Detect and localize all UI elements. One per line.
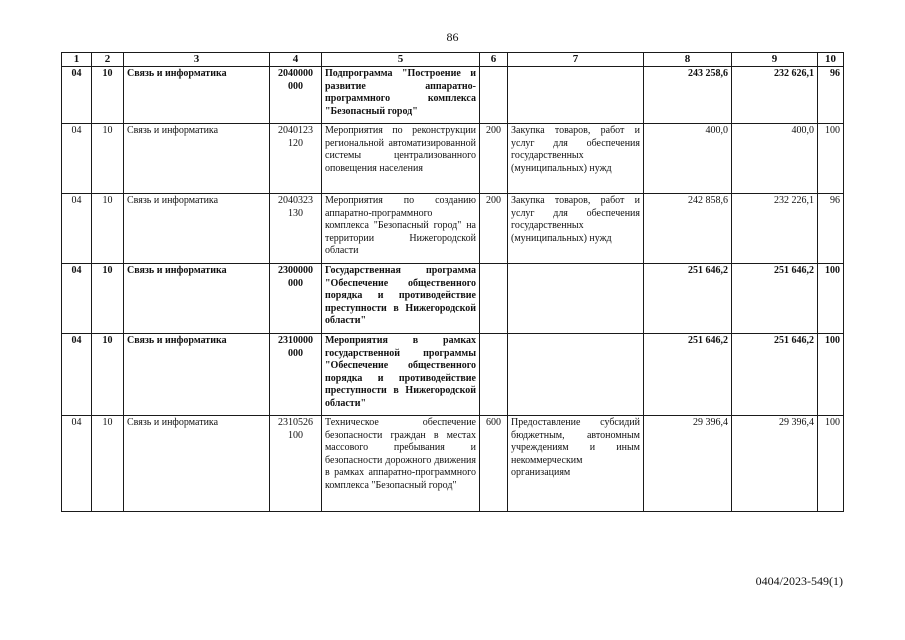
expense-type-name-cell: Закупка товаров, работ и услуг для обеспечения государственных (муниципальных) нужд	[508, 194, 644, 264]
target-code-cell: 2040323 130	[270, 194, 322, 264]
subsection-cell: 10	[92, 194, 124, 264]
percent-cell: 100	[818, 334, 844, 416]
actual-amount-cell: 251 646,2	[732, 264, 818, 334]
expense-type-code-cell	[480, 67, 508, 124]
description-cell: Мероприятия в рамках государственной программы "Обеспечение общественного порядка и противодействие преступности в Нижегородской области"	[322, 334, 480, 416]
subsection-cell: 10	[92, 416, 124, 512]
table-row	[62, 416, 844, 512]
section-cell: 04	[62, 334, 92, 416]
expense-type-name-cell: Предоставление субсидий бюджетным, автономным учреждениям и иным некоммерческим организациям	[508, 416, 644, 512]
percent-cell: 100	[818, 264, 844, 334]
page-number: 86	[446, 30, 459, 44]
planned-amount-cell: 251 646,2	[644, 334, 732, 416]
table-row	[62, 194, 844, 264]
description-cell: Техническое обеспечение безопасности граждан в местах массового пребывания и безопасности дорожного движения в рамках аппаратно-программного комплекса "Безопасный город"	[322, 416, 480, 512]
col-header: 5	[322, 53, 480, 67]
actual-amount-cell: 251 646,2	[732, 334, 818, 416]
target-code-cell: 2040000 000	[270, 67, 322, 124]
expense-type-name-cell	[508, 264, 644, 334]
planned-amount-cell: 29 396,4	[644, 416, 732, 512]
actual-amount-cell: 400,0	[732, 124, 818, 194]
section-cell: 04	[62, 124, 92, 194]
target-code-cell: 2310000 000	[270, 334, 322, 416]
description-cell: Мероприятия по реконструкции региональной автоматизированной системы централизованного оповещения населения	[322, 124, 480, 194]
expense-type-code-cell: 600	[480, 416, 508, 512]
document-reference: 0404/2023-549(1)	[755, 574, 843, 588]
section-name-cell: Связь и информатика	[124, 194, 270, 264]
description-cell: Мероприятия по созданию аппаратно-программного комплекса "Безопасный город" на территории Нижегородской области	[322, 194, 480, 264]
percent-cell: 100	[818, 416, 844, 512]
table-row	[62, 264, 844, 334]
actual-amount-cell: 232 226,1	[732, 194, 818, 264]
subsection-cell: 10	[92, 334, 124, 416]
planned-amount-cell: 242 858,6	[644, 194, 732, 264]
planned-amount-cell: 400,0	[644, 124, 732, 194]
percent-cell: 96	[818, 194, 844, 264]
table-row	[62, 124, 844, 194]
subsection-cell: 10	[92, 264, 124, 334]
section-name-cell: Связь и информатика	[124, 264, 270, 334]
table-row	[62, 67, 844, 124]
target-code-cell: 2310526 100	[270, 416, 322, 512]
section-name-cell: Связь и информатика	[124, 124, 270, 194]
col-header: 3	[124, 53, 270, 67]
col-header: 4	[270, 53, 322, 67]
section-name-cell: Связь и информатика	[124, 334, 270, 416]
col-header: 2	[92, 53, 124, 67]
section-cell: 04	[62, 416, 92, 512]
col-header: 8	[644, 53, 732, 67]
description-cell: Государственная программа "Обеспечение общественного порядка и противодействие преступности в Нижегородской области"	[322, 264, 480, 334]
actual-amount-cell: 232 626,1	[732, 67, 818, 124]
table-row	[62, 334, 844, 416]
section-cell: 04	[62, 264, 92, 334]
col-header: 1	[62, 53, 92, 67]
planned-amount-cell: 251 646,2	[644, 264, 732, 334]
target-code-cell: 2300000 000	[270, 264, 322, 334]
col-header: 6	[480, 53, 508, 67]
expense-type-name-cell	[508, 334, 644, 416]
section-name-cell: Связь и информатика	[124, 67, 270, 124]
budget-table	[61, 52, 844, 512]
col-header: 9	[732, 53, 818, 67]
actual-amount-cell: 29 396,4	[732, 416, 818, 512]
expense-type-code-cell	[480, 264, 508, 334]
col-header: 10	[818, 53, 844, 67]
percent-cell: 100	[818, 124, 844, 194]
header-row	[62, 53, 844, 67]
section-name-cell: Связь и информатика	[124, 416, 270, 512]
planned-amount-cell: 243 258,6	[644, 67, 732, 124]
percent-cell: 96	[818, 67, 844, 124]
description-cell: Подпрограмма "Построение и развитие аппаратно-программного комплекса "Безопасный город"	[322, 67, 480, 124]
expense-type-code-cell	[480, 334, 508, 416]
target-code-cell: 2040123 120	[270, 124, 322, 194]
expense-type-code-cell: 200	[480, 194, 508, 264]
col-header: 7	[508, 53, 644, 67]
section-cell: 04	[62, 67, 92, 124]
expense-type-name-cell	[508, 67, 644, 124]
subsection-cell: 10	[92, 67, 124, 124]
expense-type-code-cell: 200	[480, 124, 508, 194]
section-cell: 04	[62, 194, 92, 264]
expense-type-name-cell: Закупка товаров, работ и услуг для обеспечения государственных (муниципальных) нужд	[508, 124, 644, 194]
subsection-cell: 10	[92, 124, 124, 194]
